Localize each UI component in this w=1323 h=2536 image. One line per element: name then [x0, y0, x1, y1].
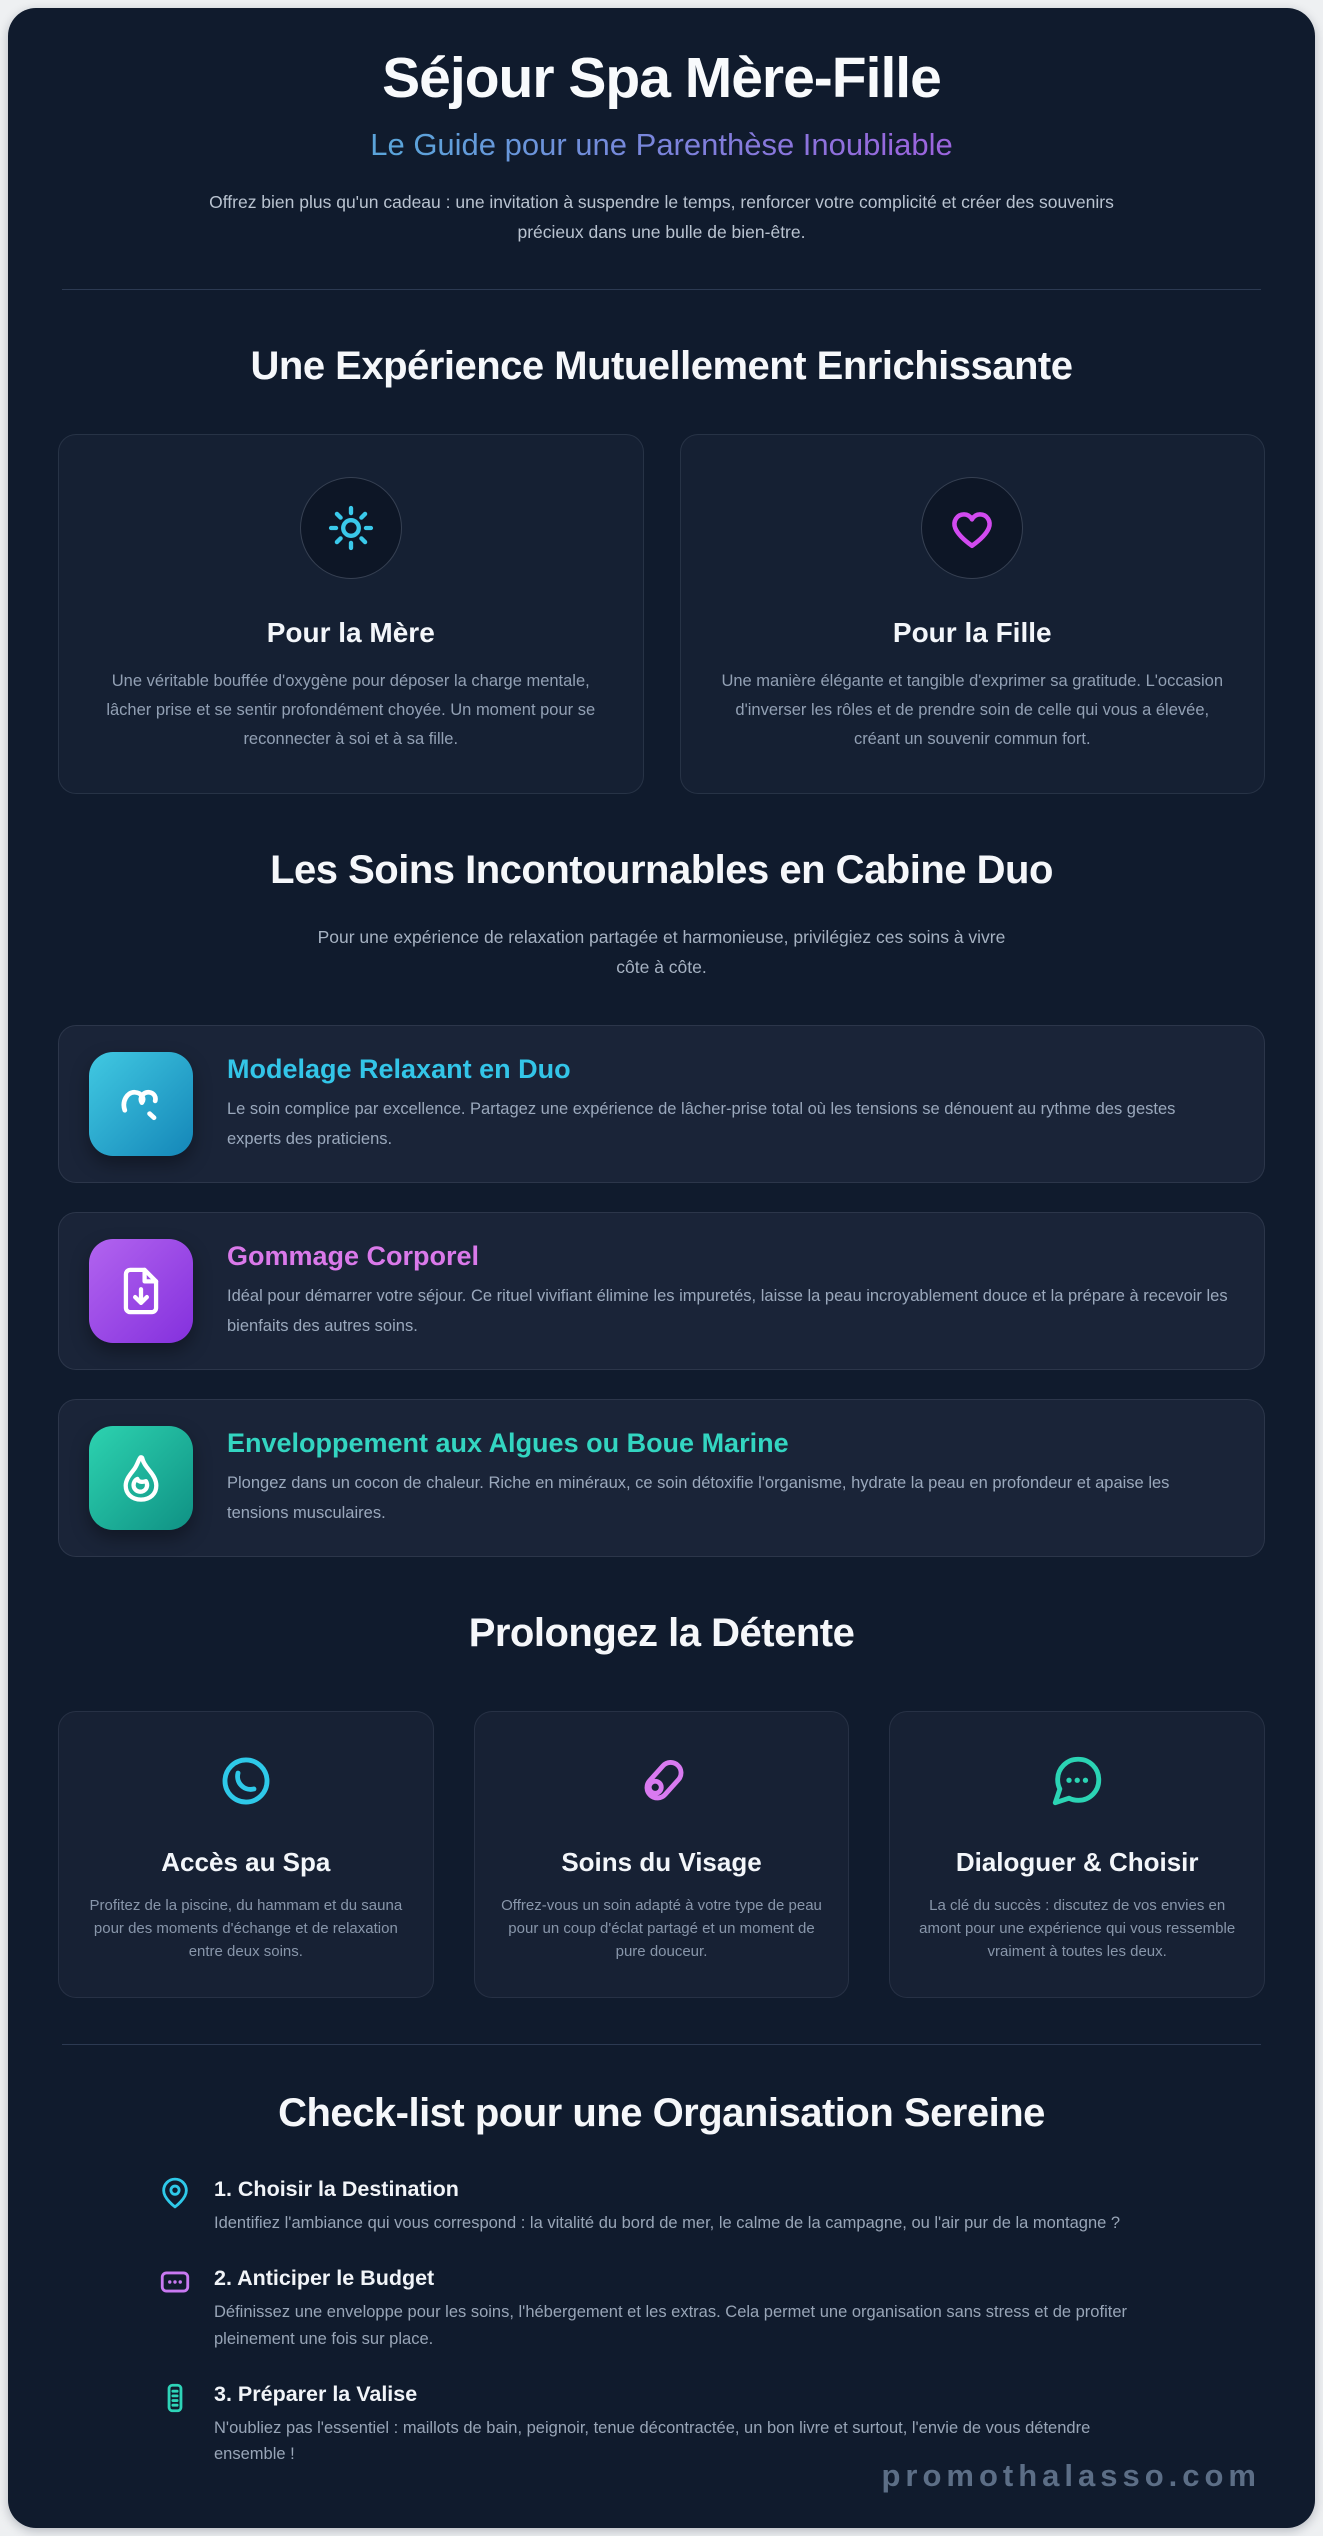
checklist-item-body — [214, 2264, 1165, 2352]
file-down-icon — [114, 1264, 168, 1318]
checklist-item-body — [214, 2175, 1120, 2237]
icon-tile — [89, 1239, 193, 1343]
soins-card-list — [58, 1025, 1265, 1557]
page-title: Séjour Spa Mère-Fille — [382, 46, 941, 110]
checklist-item-title: 3. Préparer la Valise — [214, 2381, 418, 2406]
soin-card-body — [227, 1241, 1234, 1341]
checklist-item-body — [214, 2380, 1165, 2468]
facial-capsule-icon — [633, 1752, 691, 1810]
soin-text: Idéal pour démarrer votre séjour. Ce rituel vivifiant élimine les impuretés, laisse la peau incroyablement douce et la prépare à recevoir les bienfaits des autres soins. — [227, 1287, 1228, 1335]
experience-heading: Une Expérience Mutuellement Enrichissante — [250, 343, 1073, 388]
card-pour-la-mere — [58, 434, 644, 794]
icon-tile — [89, 1052, 193, 1156]
pro-text: Offrez-vous un soin adapté à votre type de peau pour un coup d'éclat partagé et un moment de pure douceur. — [501, 1897, 822, 1960]
card-acces-spa — [58, 1711, 434, 1998]
pro-text: Profitez de la piscine, du hammam et du sauna pour des moments d'échange et de relaxation entre deux soins. — [89, 1897, 403, 1960]
checklist-item-valise — [158, 2380, 1165, 2468]
soins-heading: Les Soins Incontournables en Cabine Duo — [270, 847, 1053, 892]
pro-title: Soins du Visage — [561, 1847, 762, 1878]
prolongez-heading: Prolongez la Détente — [468, 1611, 855, 1656]
soin-title: Gommage Corporel — [227, 1241, 480, 1272]
icon-tile — [89, 1426, 193, 1530]
card-pour-la-fille — [680, 434, 1266, 794]
soin-card-body — [227, 1428, 1234, 1528]
soin-text: Le soin complice par excellence. Partagez une expérience de lâcher-prise total où les tensions se dénouent au rythme des gestes experts des praticiens. — [227, 1100, 1176, 1148]
section-experience — [58, 342, 1265, 794]
sun-icon — [325, 502, 377, 554]
section-checklist — [58, 2089, 1265, 2468]
section-divider — [62, 2044, 1261, 2045]
pro-text: La clé du succès : discutez de vos envies en amont pour une expérience qui vous ressemble vraiment à toutes les deux. — [919, 1897, 1236, 1960]
chat-bubble-icon — [1048, 1752, 1106, 1810]
checklist-item-destination — [158, 2175, 1165, 2237]
card-gommage — [58, 1212, 1265, 1370]
heart-icon — [946, 502, 998, 554]
checklist-item-budget — [158, 2264, 1165, 2352]
pro-title: Dialoguer & Choisir — [955, 1847, 1199, 1878]
site-watermark: promothalasso.com — [881, 2458, 1261, 2494]
card-modelage — [58, 1025, 1265, 1183]
card-title: Pour la Fille — [892, 616, 1052, 648]
checklist-item-title: 1. Choisir la Destination — [214, 2177, 459, 2202]
checklist-item-title: 2. Anticiper le Budget — [214, 2266, 435, 2291]
checklist-item-text: N'oubliez pas l'essentiel : maillots de bain, peignoir, tenue décontractée, un bon livre et surtout, l'envie de vous détendre ensemble ! — [214, 2418, 1091, 2464]
page-header — [58, 46, 1265, 247]
prolongez-cards-row — [58, 1711, 1265, 1998]
section-divider — [62, 289, 1261, 290]
spa-guide-page — [8, 8, 1315, 2528]
soin-title: Enveloppement aux Algues ou Boue Marine — [227, 1428, 789, 1459]
icon-circle — [300, 477, 402, 579]
soins-subheading: Pour une expérience de relaxation partagée et harmonieuse, privilégiez ces soins à vivre côte à côte. — [317, 926, 1006, 978]
massage-wave-icon — [114, 1077, 168, 1131]
experience-cards-row — [58, 434, 1265, 794]
card-dialoguer — [889, 1711, 1265, 1998]
map-pin-icon — [158, 2176, 192, 2210]
page-subtitle: Le Guide pour une Parenthèse Inoubliable — [370, 126, 953, 162]
checklist-item-text: Définissez une enveloppe pour les soins, l'hébergement et les extras. Cela permet une organisation sans stress et de profiter pleinement une fois sur place. — [214, 2303, 1127, 2348]
spa-circle-icon — [217, 1752, 275, 1810]
card-title: Pour la Mère — [266, 616, 435, 648]
budget-card-icon — [158, 2265, 192, 2299]
checklist-heading: Check-list pour une Organisation Sereine — [278, 2091, 1045, 2136]
soin-text: Plongez dans un cocon de chaleur. Riche en minéraux, ce soin détoxifie l'organisme, hydrate la peau en profondeur et apaise les tensions musculaires. — [227, 1474, 1170, 1522]
suitcase-icon — [158, 2381, 192, 2415]
section-soins — [58, 846, 1265, 1557]
checklist-item-text: Identifiez l'ambiance qui vous correspond : la vitalité du bord de mer, le calme de la campagne, ou l'air pur de la montagne ? — [214, 2214, 1121, 2233]
section-prolongez — [58, 1609, 1265, 1998]
flame-swirl-icon — [114, 1451, 168, 1505]
card-text: Une véritable bouffée d'oxygène pour déposer la charge mentale, lâcher prise et se sentir profondément choyée. Un moment pour se reconnecter à soi et à sa fille. — [106, 671, 596, 749]
soin-title: Modelage Relaxant en Duo — [227, 1054, 571, 1085]
checklist-items — [158, 2175, 1165, 2468]
card-enveloppement — [58, 1399, 1265, 1557]
card-soins-visage — [474, 1711, 850, 1998]
intro-paragraph: Offrez bien plus qu'un cadeau : une invitation à suspendre le temps, renforcer votre complicité et créer des souvenirs précieux dans une bulle de bien-être. — [209, 191, 1114, 242]
pro-title: Accès au Spa — [161, 1847, 331, 1878]
soin-card-body — [227, 1054, 1234, 1154]
card-text: Une manière élégante et tangible d'exprimer sa gratitude. L'occasion d'inverser les rôles et de prendre soin de celle qui vous a élevée, créant un souvenir commun fort. — [721, 671, 1224, 749]
icon-circle — [921, 477, 1023, 579]
